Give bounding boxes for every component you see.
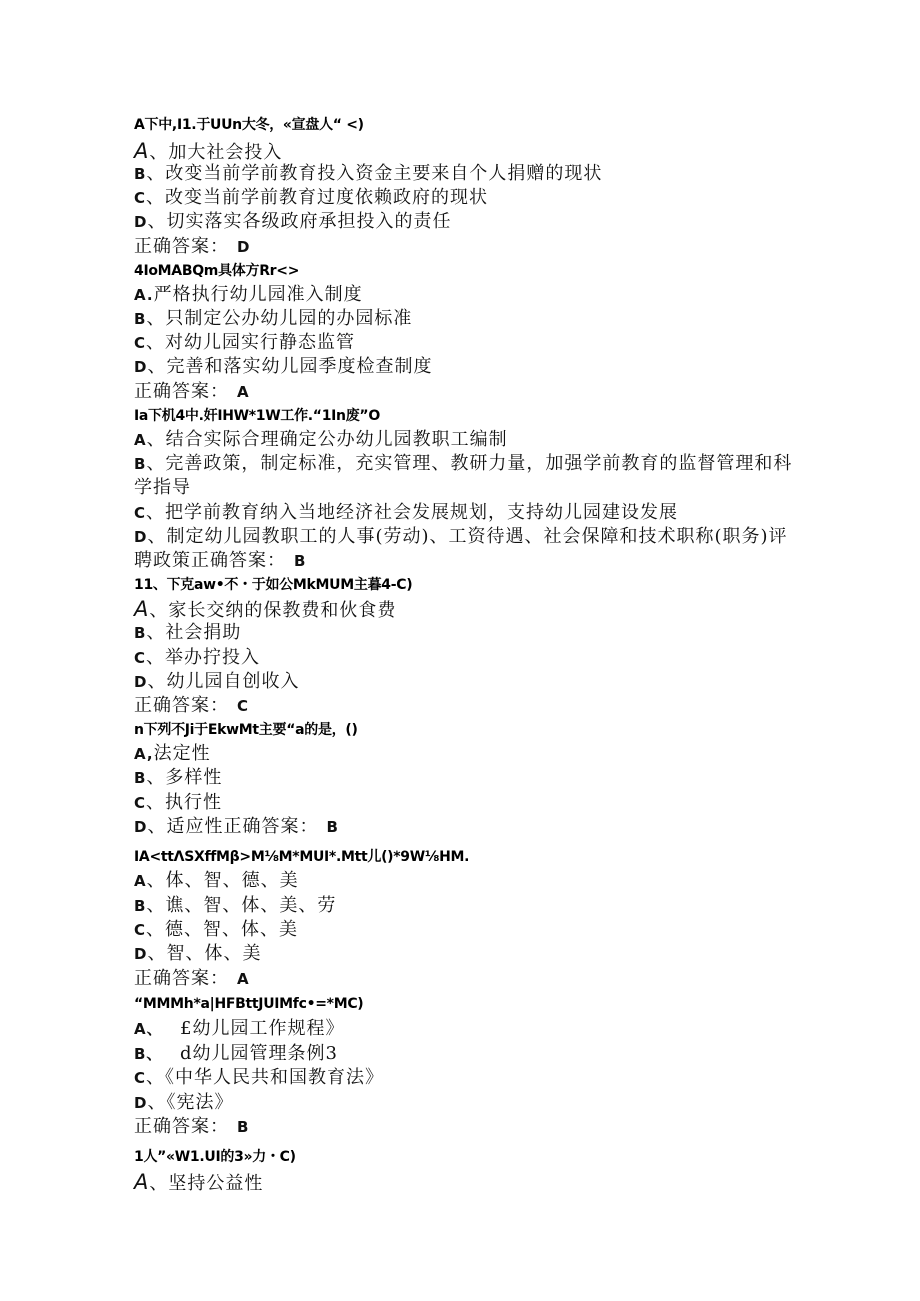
option-label: A: [134, 872, 147, 890]
option-label: D: [134, 1094, 148, 1112]
question-2-option-a: [134, 286, 363, 304]
question-5-option-d: [134, 818, 339, 836]
option-label: A: [134, 431, 147, 449]
option-text: 、德、智、体、美: [146, 919, 299, 940]
option-text: 、《中华人民共和国教育法》: [146, 1067, 385, 1088]
option-text: 、制定幼儿园教职工的人事(劳动)、工资待遇、社会保障和技术职称(职务)评: [147, 526, 788, 547]
option-label: B: [134, 624, 147, 642]
option-text: 严格执行幼儿园准入制度: [153, 284, 363, 305]
option-label: C: [134, 921, 147, 939]
answer-value: B: [326, 818, 339, 836]
option-text: 、社会捐助: [146, 622, 242, 643]
option-label: C: [134, 794, 147, 812]
option-text: 、体、智、德、美: [146, 870, 299, 891]
question-1-title: A下中,I1.于UUn大冬，«宣盘人“ <): [134, 117, 364, 133]
option-label: D: [134, 818, 148, 836]
option-text: 、只制定公办幼儿园的办园标准: [146, 308, 413, 329]
question-7-answer: [134, 1118, 249, 1136]
answer-label: 正确答案：: [134, 968, 229, 989]
answer-value: A: [237, 383, 250, 401]
question-3-option-d: [134, 528, 788, 546]
option-label: D: [134, 528, 148, 546]
question-4-answer: [134, 697, 249, 715]
question-5-option-a: [134, 745, 211, 763]
question-6-title: IA<ttΛSXffMβ>M⅛M*MUI*.Mtt儿()*9W⅛HM.: [134, 849, 470, 865]
question-6-option-c: [134, 921, 298, 939]
question-4-option-c: [134, 649, 260, 667]
question-2-option-d: [134, 358, 432, 376]
option-label: B: [134, 310, 147, 328]
option-label: B: [134, 455, 147, 473]
option-label: D: [134, 673, 148, 691]
question-3-option-a: [134, 431, 508, 449]
option-label: C: [134, 504, 147, 522]
question-7-title: “MMMh*a|HFBttJUIMfc•=*MC): [134, 996, 364, 1012]
question-3-title: Ia下机4中.奸IHW*1W工作.“1In废”O: [134, 408, 380, 424]
answer-label: 正确答案：: [134, 1116, 229, 1137]
question-6-answer: [134, 970, 250, 988]
question-4-option-d: [134, 673, 299, 691]
question-1-option-d: [134, 213, 451, 231]
option-text: 、对幼儿园实行静态监管: [146, 332, 356, 353]
option-text: 、完善政策，制定标准，充实管理、教研力量，加强学前教育的监督管理和科: [146, 453, 793, 474]
option-label: A: [134, 597, 150, 621]
option-label: B: [134, 165, 147, 183]
question-4-option-b: [134, 624, 241, 642]
option-text: 、智、体、美: [147, 943, 262, 964]
option-label: A.: [134, 286, 154, 304]
question-2-option-c: [134, 334, 355, 352]
question-8-option-a: [134, 1172, 263, 1193]
answer-value: B: [237, 1118, 250, 1136]
option-label: A: [134, 1170, 150, 1194]
option-text: 、改变当前学前教育过度依赖政府的现状: [146, 187, 489, 208]
option-text: 、举办拧投入: [146, 647, 261, 668]
option-text: £幼儿园工作规程》: [180, 1018, 345, 1039]
question-8-title: 1人”«W1.UI的3»力・C): [134, 1149, 296, 1165]
option-text: 、改变当前学前教育投入资金主要来自个人捐赠的现状: [146, 163, 603, 184]
option-label: D: [134, 213, 148, 231]
option-label: C: [134, 334, 147, 352]
question-5-option-b: [134, 769, 222, 787]
option-text: 聘政策正确答案：: [134, 550, 286, 571]
question-6-option-a: [134, 872, 299, 890]
question-7-option-a: [134, 1020, 344, 1038]
option-text: d幼儿园管理条例3: [180, 1043, 338, 1064]
question-4-title: 11、下克aw•不・于如公MkMUM主暮4-C): [134, 577, 413, 593]
question-3-option-c: [134, 504, 678, 522]
option-text: 、家长交纳的保教费和伙食费: [149, 600, 397, 621]
option-text: 、完善和落实幼儿园季度检查制度: [147, 356, 433, 377]
option-text: 、《宪法》: [147, 1092, 234, 1113]
question-2-option-b: [134, 310, 412, 328]
question-1-option-b: [134, 165, 602, 183]
option-label: A、: [134, 1020, 163, 1038]
option-text: 、加大社会投入: [149, 142, 283, 163]
option-label: D: [134, 358, 148, 376]
answer-label: 正确答案：: [134, 236, 229, 257]
question-2-answer: [134, 383, 250, 401]
question-2-title: 4IoMABQm具体方Rr<>: [134, 263, 300, 279]
question-6-option-b: [134, 897, 336, 915]
question-5-title: n下列不Ji于EkwMt主要“a的是，(): [134, 722, 358, 738]
question-3-option-b-continued: 学指导: [134, 477, 191, 498]
option-text: 法定性: [153, 743, 211, 764]
question-3-option-b: [134, 455, 792, 473]
answer-value: B: [294, 552, 307, 570]
option-label: C: [134, 189, 147, 207]
option-text: 、适应性正确答案：: [147, 816, 319, 837]
option-label: D: [134, 945, 148, 963]
option-label: B: [134, 897, 147, 915]
question-7-option-b: [134, 1045, 338, 1063]
option-text: 、谯、智、体、美、劳: [146, 895, 337, 916]
option-text: 、把学前教育纳入当地经济社会发展规划，支持幼儿园建设发展: [146, 502, 679, 523]
option-label: B: [134, 769, 147, 787]
option-label: C: [134, 649, 147, 667]
question-5-option-c: [134, 794, 222, 812]
option-text: 、坚持公益性: [149, 1173, 264, 1194]
question-4-option-a: [134, 599, 396, 620]
question-6-option-d: [134, 945, 261, 963]
question-1-answer: [134, 238, 250, 256]
option-text: 、结合实际合理确定公办幼儿园教职工编制: [146, 429, 508, 450]
option-label: C: [134, 1069, 147, 1087]
option-text: 、幼儿园自创收入: [147, 671, 300, 692]
question-7-option-c: [134, 1069, 384, 1087]
option-label: B、: [134, 1045, 163, 1063]
option-text: 、执行性: [146, 792, 223, 813]
answer-value: C: [237, 697, 250, 715]
answer-value: D: [237, 238, 251, 256]
answer-value: A: [237, 970, 250, 988]
question-3-option-d-continued: [134, 552, 306, 570]
question-1-option-a: [134, 141, 282, 162]
option-label: A: [134, 139, 150, 163]
question-7-option-d: [134, 1094, 233, 1112]
answer-label: 正确答案：: [134, 695, 229, 716]
option-text: 、多样性: [146, 767, 223, 788]
answer-label: 正确答案：: [134, 381, 229, 402]
option-text: 、切实落实各级政府承担投入的责任: [147, 211, 452, 232]
option-label: A,: [134, 745, 154, 763]
question-1-option-c: [134, 189, 488, 207]
